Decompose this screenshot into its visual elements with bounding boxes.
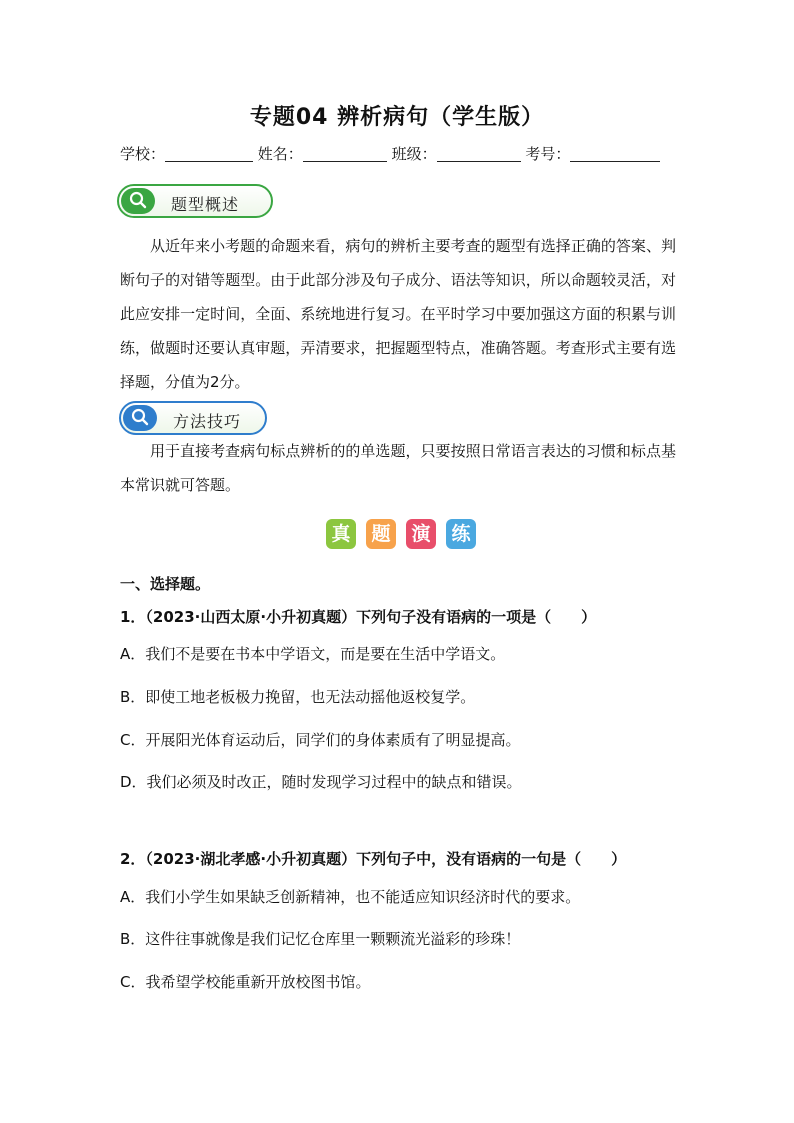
question-1-option-a[interactable]: A．我们不是要在书本中学语文，而是要在生活中学语文。	[120, 645, 506, 663]
method-paragraph: 用于直接考查病句标点辨析的的单选题，只要按照日常语言表达的习惯和标点基本常识就可答题。	[120, 442, 676, 494]
question-1-option-c[interactable]: C．开展阳光体育运动后，同学们的身体素质有了明显提高。	[120, 731, 521, 749]
overview-section-header	[117, 184, 273, 218]
class-label: 班级：	[391, 145, 437, 163]
overview-paragraph: 从近年来小考题的命题来看，病句的辨析主要考查的题型有选择正确的答案、判断句子的对错等题型。由于此部分涉及句子成分、语法等知识，所以命题较灵活，对此应安排一定时间，全面、系统地进行复习。在平时学习中要加强这方面的积累与训练，做题时还要认真审题，弄清要求，把握题型特点，准确答题。考查形式主要有选择题，分值为2分。	[120, 237, 676, 391]
banner-tile-2: 题	[366, 519, 396, 549]
page-title: 专题04 辨析病句（学生版）	[249, 105, 545, 130]
question-2-option-a[interactable]: A．我们小学生如果缺乏创新精神，也不能适应知识经济时代的要求。	[120, 888, 581, 906]
class-blank[interactable]	[437, 147, 521, 162]
student-info-line	[120, 143, 660, 164]
question-2-option-c[interactable]: C．我希望学校能重新开放校图书馆。	[120, 973, 371, 991]
question-1-option-d[interactable]: D．我们必须及时改正，随时发现学习过程中的缺点和错误。	[120, 773, 522, 791]
banner-tile-4: 练	[446, 519, 476, 549]
name-label: 姓名：	[257, 145, 303, 163]
method-section-label: 方法技巧	[173, 412, 242, 431]
magnifier-icon	[121, 188, 155, 214]
exam-no-label: 考号：	[525, 145, 571, 163]
school-blank[interactable]	[165, 147, 253, 162]
section-heading: 一、选择题。	[120, 575, 211, 593]
method-section-header	[119, 401, 267, 435]
question-1-option-b[interactable]: B．即使工地老板极力挽留，也无法动摇他返校复学。	[120, 688, 476, 706]
question-2-option-b[interactable]: B．这件往事就像是我们记忆仓库里一颗颗流光溢彩的珍珠！	[120, 930, 521, 948]
overview-section-label: 题型概述	[171, 195, 240, 214]
school-label: 学校：	[120, 145, 166, 163]
banner-tile-1: 真	[326, 519, 356, 549]
name-blank[interactable]	[303, 147, 387, 162]
banner-tile-3: 演	[406, 519, 436, 549]
exam-no-blank[interactable]	[570, 147, 660, 162]
question-2-stem: 2．（2023·湖北孝感·小升初真题）下列句子中，没有语病的一句是（ ）	[120, 850, 627, 868]
magnifier-icon	[123, 405, 157, 431]
question-1-stem: 1．（2023·山西太原·小升初真题）下列句子没有语病的一项是（ ）	[120, 608, 597, 626]
